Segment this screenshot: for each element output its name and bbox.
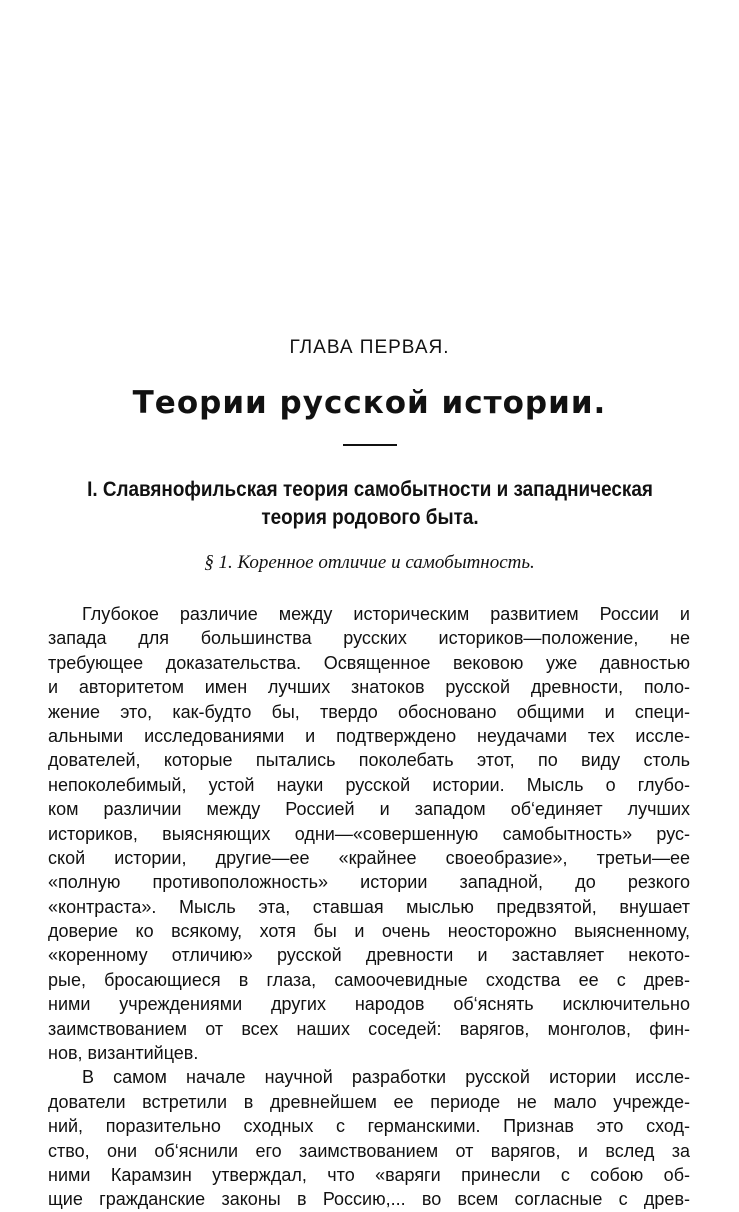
text-line: рые, бросающиеся в глаза, самоочевидные сходства ее с древ- [48, 969, 690, 990]
text-line: заимствованием от всех наших соседей: варягов, монголов, фин- [48, 1018, 690, 1039]
text-line: «коренному отличию» русской древности и заставляет некото- [48, 945, 690, 966]
text-line: историков, выясняющих одни—«совершенную самобытность» рус- [48, 823, 690, 844]
section-heading [73, 476, 667, 532]
text-line: доверие ко всякому, хотя бы и очень неосторожно выясненному, [48, 921, 690, 942]
section-heading-line: I. Славянофильская теория самобытности и западническая [87, 478, 653, 501]
body-text [48, 602, 690, 1212]
text-line: Глубокое различие между историческим развитием России и [82, 604, 690, 624]
chapter-label: ГЛАВА ПЕРВАЯ. [289, 337, 450, 358]
title-divider [343, 444, 397, 446]
text-line: и авторитетом имен лучших знатоков русской древности, поло- [48, 677, 690, 698]
text-line: дователей, которые пытались поколебать этот, по виду столь [48, 750, 690, 771]
text-line: требующее доказательства. Освященное вековою уже давностью [48, 652, 690, 673]
text-line: жение это, как-будто бы, твердо обосновано общими и специ- [48, 701, 690, 722]
text-line: ство, они об‘яснили его заимствованием от варягов, и вслед за [48, 1140, 690, 1161]
section-heading-line: теория родового быта. [261, 506, 479, 529]
text-line: В самом начале научной разработки русской истории иссле- [82, 1067, 690, 1088]
text-line: дователи встретили в древнейшем ее периоде не мало учрежде- [48, 1091, 690, 1112]
text-line: ними учреждениями других народов об‘яснять исключительно [48, 994, 690, 1015]
text-line: щие гражданские законы в Россию,... во всем согласные с древ- [48, 1189, 690, 1210]
text-line: альными исследованиями и подтверждено неудачами тех иссле- [48, 725, 690, 746]
text-line: ком различии между Россией и западом об‘единяет лучших [48, 799, 690, 820]
text-line: «контраста». Мысль эта, ставшая мыслью предвзятой, внушает [48, 896, 690, 917]
subsection-title: § 1. Коренное отличие и самобытность. [204, 552, 535, 573]
text-line: «полную противоположность» истории западной, до резкого [48, 872, 690, 893]
text-line: ской истории, другие—ее «крайнее своеобразие», третьи—ее [48, 847, 690, 868]
text-line: ними Карамзин утверждал, что «варяги принесли с собою об- [48, 1164, 690, 1185]
text-line: ний, поразительно сходных с германскими. Признав это сход- [48, 1116, 690, 1137]
text-line: нов, византийцев. [48, 1043, 199, 1064]
text-line: запада для большинства русских историков—положение, не [48, 628, 690, 649]
text-line: непоколебимый, устой науки русской истории. Мысль о глубо- [48, 774, 690, 795]
chapter-title: Теории русской истории. [132, 385, 607, 421]
